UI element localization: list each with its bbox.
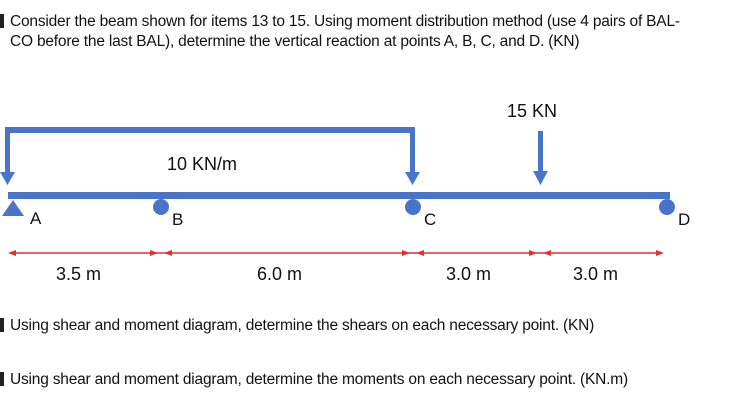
dim-arrow-load-left bbox=[529, 250, 537, 256]
distributed-load-right-arrow bbox=[405, 172, 420, 185]
dim-arrow-a bbox=[8, 250, 16, 256]
distributed-load-left-leg bbox=[5, 127, 10, 173]
pin-support-a-icon bbox=[2, 200, 24, 216]
support-b-label: B bbox=[172, 210, 184, 229]
dim-arrow-c-right bbox=[416, 250, 424, 256]
roller-support-d-icon bbox=[659, 199, 675, 215]
distributed-load-bar bbox=[5, 127, 415, 133]
problem-statement-line-2: CO before the last BAL), determine the vertical reaction at points A, B, C, and D. (KN) bbox=[10, 33, 580, 50]
point-load-label: 15 KN bbox=[507, 101, 558, 121]
point-load-shaft bbox=[538, 131, 543, 173]
support-c-label: C bbox=[424, 210, 437, 229]
dim-arrow-c-left bbox=[402, 250, 410, 256]
bullet-marker bbox=[0, 372, 4, 386]
problem-statement-line-1: Consider the beam shown for items 13 to 15. Using moment distribution method (use 4 pairs of BAL- bbox=[10, 13, 680, 30]
distributed-load-left-arrow bbox=[0, 172, 15, 185]
beam bbox=[8, 192, 670, 199]
span-load-d-label: 3.0 m bbox=[573, 264, 619, 284]
dim-arrow-b-right bbox=[164, 250, 172, 256]
span-c-load-label: 3.0 m bbox=[446, 264, 492, 284]
span-bc-label: 6.0 m bbox=[257, 264, 303, 284]
dimension-line bbox=[8, 250, 664, 256]
bullet-marker bbox=[0, 318, 4, 332]
item-shear-question: Using shear and moment diagram, determine the shears on each necessary point. (KN) bbox=[10, 317, 595, 334]
support-a-label: A bbox=[30, 209, 42, 228]
dim-arrow-b-left bbox=[150, 250, 158, 256]
point-load-arrow bbox=[533, 171, 548, 185]
support-d-label: D bbox=[678, 210, 691, 229]
roller-support-c-icon bbox=[405, 199, 421, 215]
dim-arrow-d bbox=[656, 250, 664, 256]
roller-support-b-icon bbox=[153, 199, 169, 215]
item-moment-question: Using shear and moment diagram, determine the moments on each necessary point. (KN.m) bbox=[10, 371, 628, 388]
span-ab-label: 3.5 m bbox=[56, 264, 102, 284]
distributed-load-label: 10 KN/m bbox=[167, 154, 238, 174]
dim-arrow-load-right bbox=[543, 250, 551, 256]
distributed-load-right-leg bbox=[410, 127, 415, 173]
point-load bbox=[533, 131, 548, 185]
